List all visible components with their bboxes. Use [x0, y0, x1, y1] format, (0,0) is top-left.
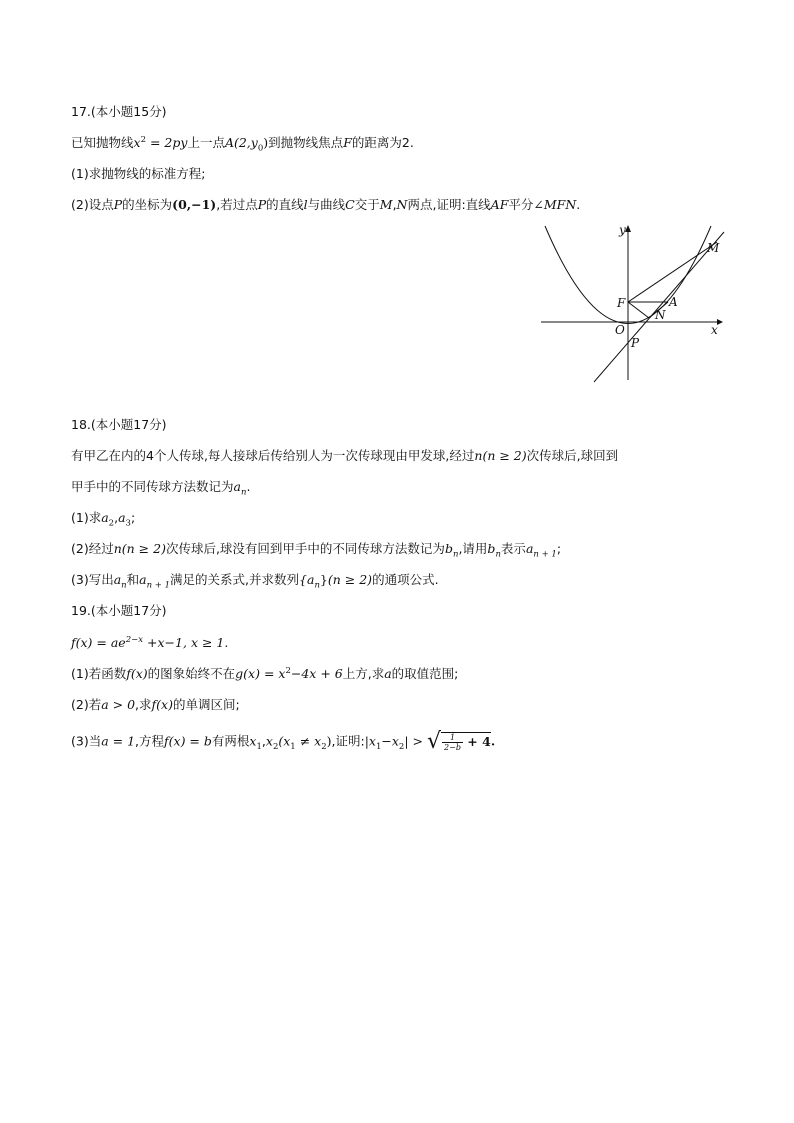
q17-stem: 已知抛物线$x^2 = 2py$上一点$A(2,y_0)$到抛物线焦点F的距离为2. — [71, 134, 414, 154]
q17-part1: (1)求抛物线的标准方程; — [71, 166, 206, 181]
q19-part1: (1)若函数f(x)的图象始终不在$g(x) = x^2-4x + 6$上方,求a的取值范围; — [71, 665, 459, 681]
line-PNM — [594, 232, 724, 382]
q19-part2: (2)若a > 0,求f(x)的单调区间; — [71, 697, 240, 712]
fraction: $\frac{1}{2-b}$ — [444, 733, 461, 752]
q18-stem-line2: 甲手中的不同传球方法数记为$a_n$. — [71, 479, 251, 498]
label-M: M — [707, 241, 720, 255]
q17-part2: (2)设点P的坐标为(0,−1),若过点P的直线l与曲线C交于M,N两点,证明:直线AF平分∠MFN. — [71, 197, 581, 212]
segment-FN — [628, 302, 649, 318]
q18-part3: (3)写出$a_n$和$a_{n + 1}$满足的关系式,并求数列$\{a_n\}(n \ge 2)$的通项公式. — [71, 572, 439, 591]
label-F: F — [617, 296, 626, 310]
q17-header: 17.(本小题15分) — [71, 104, 167, 119]
q18-stem-line1: 有甲乙在内的4个人传球,每人接球后传给别人为一次传球现由甲发球,经过n(n ≥ 2)次传球后,球回到 — [71, 448, 619, 463]
q19-part3: (3)当a = 1,方程f(x) = b有两根$x_1,x_2(x_1 \ne x_2)$,证明$:|x_1-x_2|$ > √ $\frac{1}{2-b}$ + 4. — [71, 729, 496, 754]
q19-header: 19.(本小题17分) — [71, 603, 167, 618]
sqrt-expression: √ $\frac{1}{2-b}$ + 4 — [427, 729, 491, 754]
label-N: N — [655, 308, 666, 322]
segment-FM — [628, 242, 717, 302]
q18-part2: (2)经过n(n ≥ 2)次传球后,球没有回到甲手中的不同传球方法数记为$b_n$,请用$b_n$表示$a_{n + 1}$; — [71, 541, 562, 560]
q18-part1: (1)求$a_2,a_3$; — [71, 510, 136, 529]
label-O: O — [615, 323, 625, 337]
label-y: y — [619, 223, 626, 237]
q18-header: 18.(本小题17分) — [71, 417, 167, 432]
y-axis-arrow — [625, 225, 631, 232]
label-x: x — [711, 323, 718, 337]
label-A: A — [669, 295, 678, 309]
q19-function: $f(x) = ae^{2-x} +x-1$, x ≥ 1. — [71, 634, 229, 650]
parabola-figure — [537, 220, 727, 385]
x-axis-arrow — [717, 319, 723, 325]
label-P: P — [631, 336, 640, 350]
